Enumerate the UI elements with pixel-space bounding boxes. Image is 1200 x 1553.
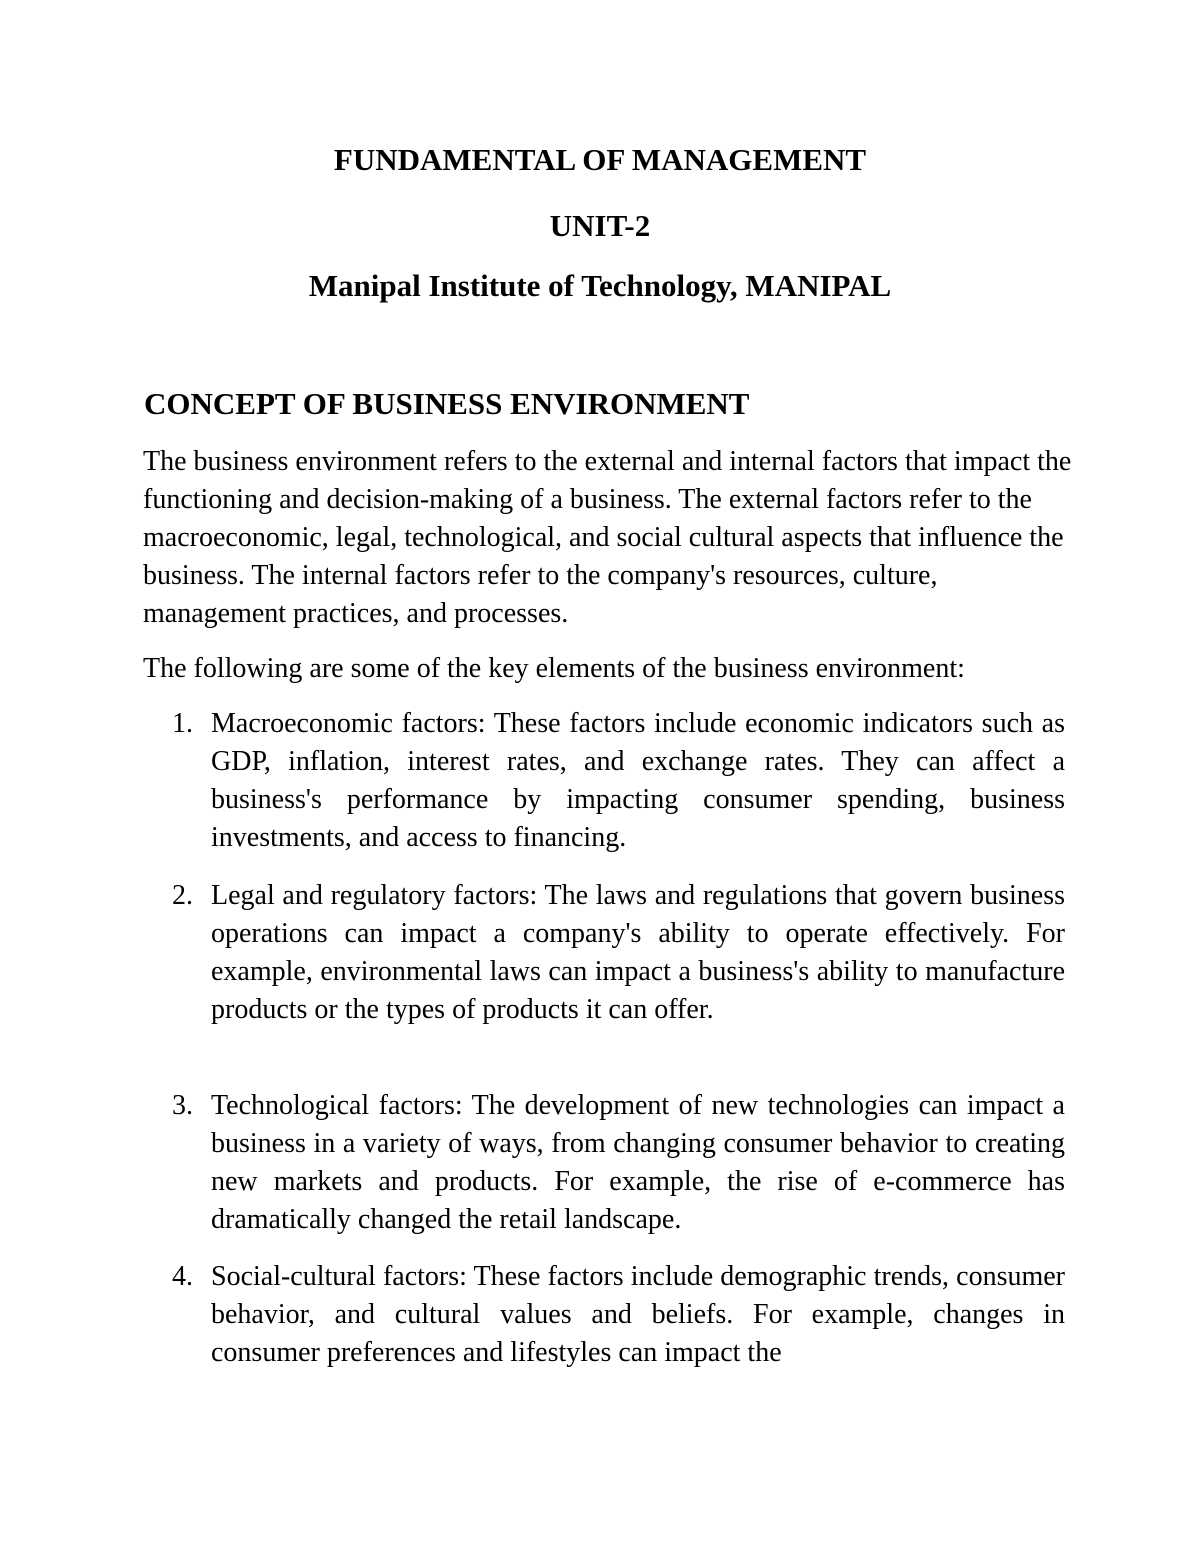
list-item-number: 1. [172,708,193,739]
list-item [172,705,1065,857]
list-intro-paragraph: The following are some of the key elements of the business environment: [143,653,965,684]
unit-label: UNIT-2 [549,208,651,243]
list-item-number: 4. [172,1261,193,1292]
list-item [172,1258,1065,1372]
list-item-text: Legal and regulatory factors: The laws and regulations that govern business operations can impact a company's ability to operate effectively. For example, environmental laws can impact a business's ability to manufacture products or the types of products it can offer. [211,880,1065,1025]
intro-paragraph: The business environment refers to the external and internal factors that impact the functioning and decision-making of a business. The external factors refer to the macroeconomic, legal, technological, and social cultural aspects that influence the business. The internal factors refer to the company's resources, culture, management practices, and processes. [143,446,1072,629]
list-item [172,1087,1065,1239]
list-item-number: 2. [172,880,193,911]
section-heading: CONCEPT OF BUSINESS ENVIRONMENT [144,386,750,421]
list-item [172,877,1065,1029]
list-item-number: 3. [172,1090,193,1121]
document-title: FUNDAMENTAL OF MANAGEMENT [333,142,867,177]
list-item-text: Technological factors: The development of new technologies can impact a business in a variety of ways, from changing consumer behavior to creating new markets and products. For example, the rise of e-commerce has dramatically changed the retail landscape. [211,1090,1065,1235]
list-item-text: Social-cultural factors: These factors include demographic trends, consumer behavior, and cultural values and beliefs. For example, changes in consumer preferences and lifestyles can impact the [211,1261,1065,1368]
institution-name: Manipal Institute of Technology, MANIPAL [308,268,892,303]
list-item-text: Macroeconomic factors: These factors include economic indicators such as GDP, inflation, interest rates, and exchange rates. They can affect a business's performance by impacting consumer spending, business investments, and access to financing. [211,708,1065,853]
